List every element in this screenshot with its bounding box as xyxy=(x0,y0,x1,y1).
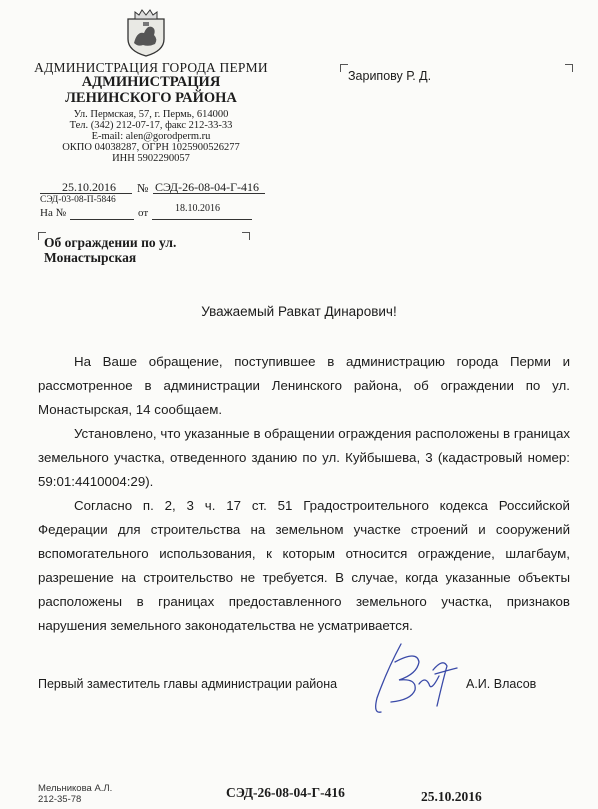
handwritten-signature xyxy=(365,640,465,720)
org-name: АДМИНИСТРАЦИЯ ГОРОДА ПЕРМИ xyxy=(34,60,268,75)
number-sign: № xyxy=(137,181,149,195)
greeting: Уважаемый Равкат Динарович! xyxy=(201,304,397,319)
recipient-corner-left xyxy=(340,64,348,72)
coat-of-arms-emblem xyxy=(125,9,167,57)
outgoing-date: 25.10.2016 xyxy=(62,180,116,194)
recipient-corner-right xyxy=(565,64,573,72)
org-inn: ИНН 5902290057 xyxy=(112,153,190,164)
subject-line2: Монастырская xyxy=(44,250,137,265)
signatory-title: Первый заместитель главы администрации района xyxy=(38,677,338,691)
subject-block xyxy=(44,235,176,265)
body-paragraph-2: Установлено, что указанные в обращении ограждения расположены в границах земельного участка, отведенного зданию по ул. Куйбышева, 3 (кадастровый номер: 59:01:4410004:29). xyxy=(38,426,570,489)
incoming-reference: СЭД-03-08-П-5846 xyxy=(40,195,116,205)
org-email: E-mail: alen@gorodperm.ru xyxy=(91,131,211,142)
org-okpo-ogrn: ОКПО 04038287, ОГРН 1025900526277 xyxy=(62,142,240,153)
from-underline xyxy=(152,219,252,220)
reply-label: На № xyxy=(40,207,67,219)
reply-underline xyxy=(70,219,134,220)
footer-document-date: 25.10.2016 xyxy=(421,789,482,804)
body-paragraph-3: Согласно п. 2, 3 ч. 17 ст. 51 Градостроительного кодекса Российской Федерации для строительства на земельном участке строений и сооружений вспомогательного использования, к которым относится ограждение, шлагбаум, разрешение на строительство не требуется. В случае, когда указанные объекты расположены в границах предоставленного земельного участка, признаков нарушения земельного законодательства не усматривается. xyxy=(38,498,570,633)
footer-document-number: СЭД-26-08-04-Г-416 xyxy=(226,785,345,800)
signatory-name: А.И. Власов xyxy=(466,677,537,691)
body-paragraph-1: На Ваше обращение, поступившее в администрацию города Перми и рассмотренное в администрации Ленинского района, об ограждении по ул. Монастырская, 14 сообщаем. xyxy=(38,354,570,417)
org-address: Ул. Пермская, 57, г. Пермь, 614000 xyxy=(73,109,229,120)
from-label: от xyxy=(138,207,149,219)
department-name-line1: АДМИНИСТРАЦИЯ xyxy=(81,74,221,90)
department-name-line2: ЛЕНИНСКОГО РАЙОНА xyxy=(65,90,237,106)
executor-phone: 212-35-78 xyxy=(38,794,82,805)
executor-name: Мельникова А.Л. xyxy=(38,783,113,794)
outgoing-number: СЭД-26-08-04-Г-416 xyxy=(155,180,260,194)
recipient-name: Зарипову Р. Д. xyxy=(348,69,432,83)
subject-line1: Об ограждении по ул. xyxy=(44,235,177,250)
subject-corner-right xyxy=(242,232,250,240)
org-phone: Тел. (342) 212-07-17, факс 212-33-33 xyxy=(69,120,233,131)
from-date: 18.10.2016 xyxy=(175,203,220,214)
